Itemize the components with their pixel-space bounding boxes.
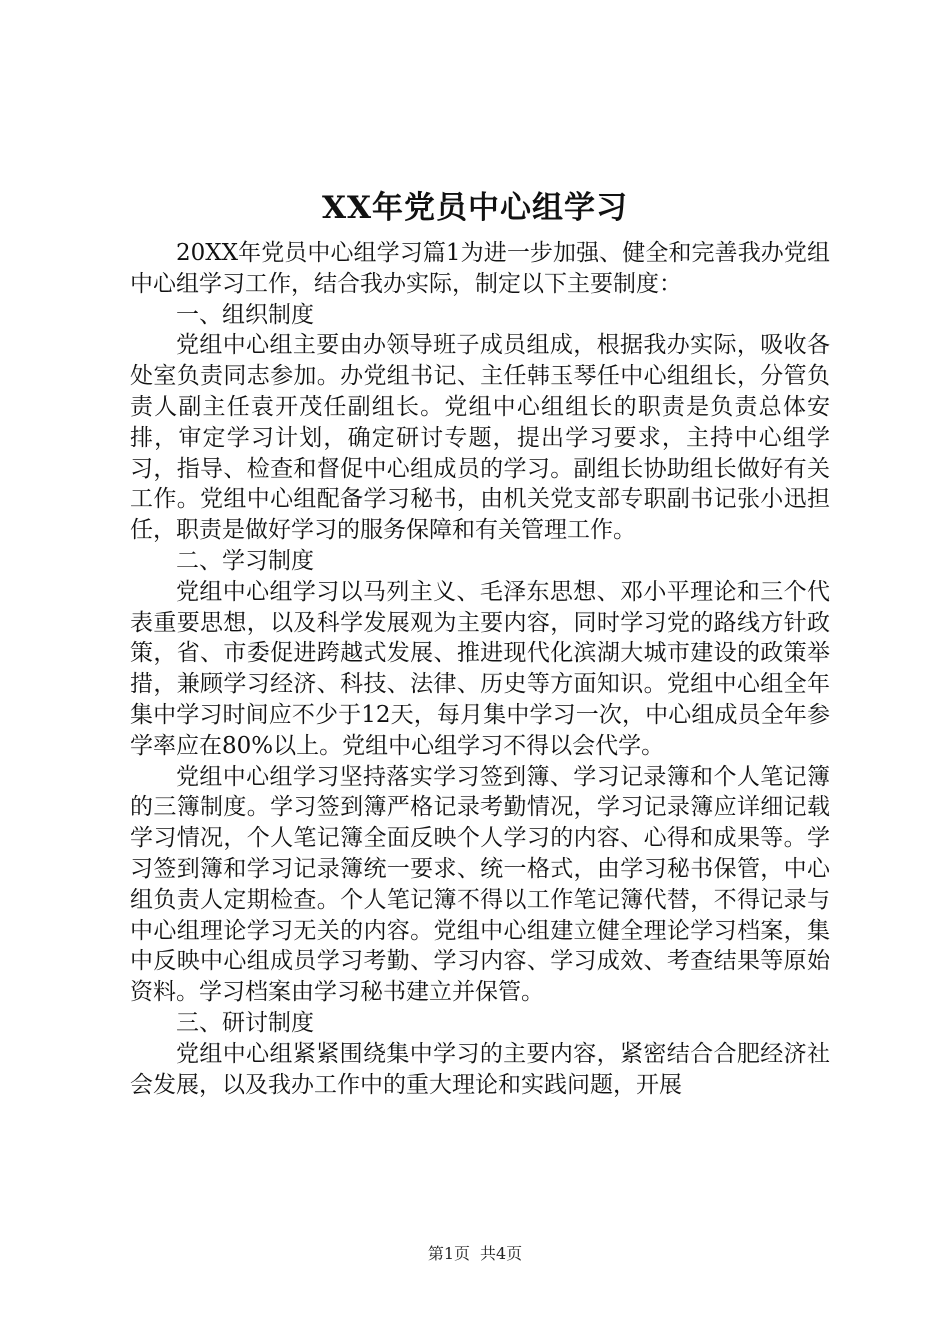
page-total: 共4页 <box>480 1244 523 1263</box>
document-title: XX年党员中心组学习 <box>321 190 629 226</box>
section-heading-study: 二、学习制度 <box>176 547 314 574</box>
paragraph-intro: 20XX年党员中心组学习篇1为进一步加强、健全和完善我办党组中心组学习工作，结合我办实际，制定以下主要制度： <box>130 240 830 297</box>
document-body <box>130 238 830 1100</box>
paragraph-organization: 党组中心组主要由办领导班子成员组成，根据我办实际，吸收各处室负责同志参加。办党组书记、主任韩玉琴任中心组组长，分管负责人副主任袁开茂任副组长。党组中心组组长的职责是负责总体安排，审定学习计划，确定研讨专题，提出学习要求，主持中心组学习，指导、检查和督促中心组成员的学习。副组长协助组长做好有关工作。党组中心组配备学习秘书，由机关党支部专职副书记张小迅担任，职责是做好学习的服务保障和有关管理工作。 <box>130 332 830 544</box>
paragraph-discussion: 党组中心组紧紧围绕集中学习的主要内容，紧密结合合肥经济社会发展，以及我办工作中的重大理论和实践问题，开展 <box>130 1040 830 1098</box>
paragraph-study-content: 党组中心组学习以马列主义、毛泽东思想、邓小平理论和三个代表重要思想，以及科学发展观为主要内容，同时学习党的路线方针政策，省、市委促进跨越式发展、推进现代化滨湖大城市建设的政策举措，兼顾学习经济、科技、法律、历史等方面知识。党组中心组全年集中学习时间应不少于12天，每月集中学习一次，中心组成员全年参学率应在80%以上。党组中心组学习不得以会代学。 <box>130 578 830 759</box>
section-heading-organization: 一、组织制度 <box>176 301 314 328</box>
page-footer <box>0 1243 950 1265</box>
page-number: 第1页 <box>427 1244 470 1263</box>
paragraph-study-records: 党组中心组学习坚持落实学习签到簿、学习记录簿和个人笔记簿的三簿制度。学习签到簿严格记录考勤情况，学习记录簿应详细记载学习情况，个人笔记簿全面反映个人学习的内容、心得和成果等。学习签到簿和学习记录簿统一要求、统一格式，由学习秘书保管，中心组负责人定期检查。个人笔记簿不得以工作笔记簿代替，不得记录与中心组理论学习无关的内容。党组中心组建立健全理论学习档案，集中反映中心组成员学习考勤、学习内容、学习成效、考查结果等原始资料。学习档案由学习秘书建立并保管。 <box>130 763 830 1006</box>
section-heading-discussion: 三、研讨制度 <box>176 1009 314 1036</box>
